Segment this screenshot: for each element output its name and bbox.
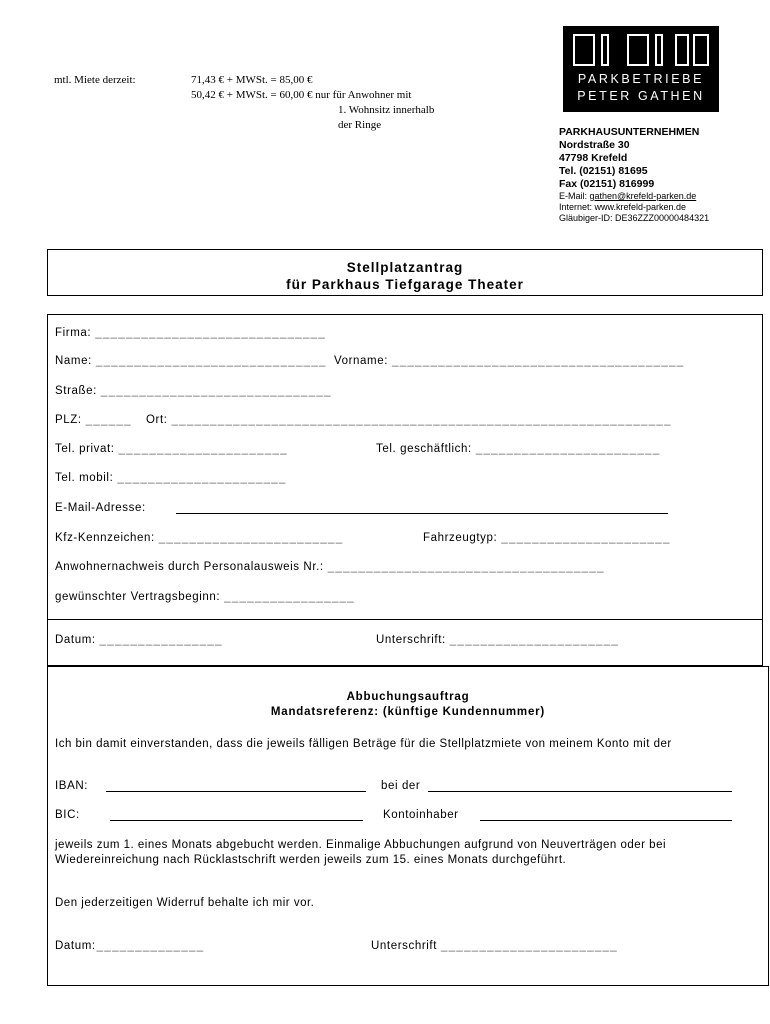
field-plz[interactable]: PLZ: ______ (55, 414, 132, 426)
mandate-reference: Mandatsreferenz: (künftige Kundennummer) (270, 706, 546, 718)
iban-input-line[interactable] (106, 791, 366, 792)
field-ort[interactable]: Ort: _________________________________________________________________ (146, 414, 672, 426)
rent-line-3: 1. Wohnsitz innerhalb (338, 104, 435, 116)
field-firma[interactable]: Firma: ______________________________ (55, 327, 327, 339)
mandate-unterschrift[interactable]: Unterschrift _______________________ (371, 940, 619, 952)
company-internet: Internet: www.krefeld-parken.de (559, 202, 687, 212)
bank-label: bei der (381, 780, 421, 792)
company-email-line: E-Mail: gathen@krefeld-parken.de (559, 191, 697, 201)
rent-label: mtl. Miete derzeit: (54, 74, 136, 86)
logo-bars-icon (571, 34, 711, 68)
page-subtitle: für Parkhaus Tiefgarage Theater (286, 277, 524, 292)
account-holder-input-line[interactable] (480, 820, 732, 821)
field-strasse[interactable]: Straße: ______________________________ (55, 385, 332, 397)
field-vorname[interactable]: Vorname: ______________________________________ (334, 355, 685, 367)
account-holder-label: Kontoinhaber (383, 809, 459, 821)
field-email-label: E-Mail-Adresse: (55, 502, 146, 514)
mandate-revocation-text: Den jederzeitigen Widerruf behalte ich mir vor. (55, 897, 315, 909)
company-tel: Tel. (02151) 81695 (559, 165, 648, 177)
field-tel-geschaeftlich[interactable]: Tel. geschäftlich: ________________________ (376, 443, 661, 455)
logo-text-line-2: PETER GATHEN (577, 89, 705, 103)
company-fax: Fax (02151) 816999 (559, 178, 655, 190)
field-anwohner[interactable]: Anwohnernachweis durch Personalausweis Nr.: ____________________________________ (55, 561, 605, 573)
field-tel-privat[interactable]: Tel. privat: ______________________ (55, 443, 288, 455)
page-title: Stellplatzantrag (346, 260, 464, 275)
bic-input-line[interactable] (110, 820, 363, 821)
rent-line-1: 71,43 € + MWSt. = 85,00 € (191, 74, 313, 86)
company-type: PARKHAUSUNTERNEHMEN (559, 126, 700, 138)
field-tel-mobil[interactable]: Tel. mobil: ______________________ (55, 472, 287, 484)
company-city: 47798 Krefeld (559, 152, 628, 164)
field-datum[interactable]: Datum: ________________ (55, 634, 223, 646)
field-kfz[interactable]: Kfz-Kennzeichen: ________________________ (55, 532, 344, 544)
field-name[interactable]: Name: ______________________________ (55, 355, 327, 367)
bic-label: BIC: (55, 809, 80, 821)
bank-input-line[interactable] (428, 791, 732, 792)
field-email-line[interactable] (176, 513, 668, 514)
mandate-debit-text: jeweils zum 1. eines Monats abgebucht werden. Einmalige Abbuchungen aufgrund von Neuverträgen oder bei Wiedereinreichung nach Rücklastschrift werden jeweils zum 15. eines Monats durchgeführt. (55, 839, 667, 866)
company-logo (563, 26, 719, 112)
field-unterschrift[interactable]: Unterschrift: ______________________ (376, 634, 620, 646)
company-info (559, 126, 709, 224)
company-email-link[interactable]: gathen@krefeld-parken.de (589, 191, 697, 201)
field-fahrzeugtyp[interactable]: Fahrzeugtyp: ______________________ (423, 532, 671, 544)
company-street: Nordstraße 30 (559, 139, 630, 151)
form-divider (47, 619, 763, 620)
mandate-title: Abbuchungsauftrag (346, 691, 470, 703)
mandate-datum[interactable]: Datum:______________ (55, 940, 205, 952)
field-vertragsbeginn[interactable]: gewünschter Vertragsbeginn: _________________ (55, 591, 355, 603)
rent-line-4: der Ringe (338, 119, 382, 131)
title-box (47, 249, 763, 296)
rent-line-2: 50,42 € + MWSt. = 60,00 € nur für Anwohner mit (191, 89, 412, 101)
mandate-intro-text: Ich bin damit einverstanden, dass die jeweils fälligen Beträge für die Stellplatzmiete von meinem Konto mit der (55, 738, 672, 750)
iban-label: IBAN: (55, 780, 89, 792)
company-creditor-id: Gläubiger-ID: DE36ZZZ00000484321 (559, 213, 710, 223)
logo-text-line-1: PARKBETRIEBE (577, 72, 705, 86)
